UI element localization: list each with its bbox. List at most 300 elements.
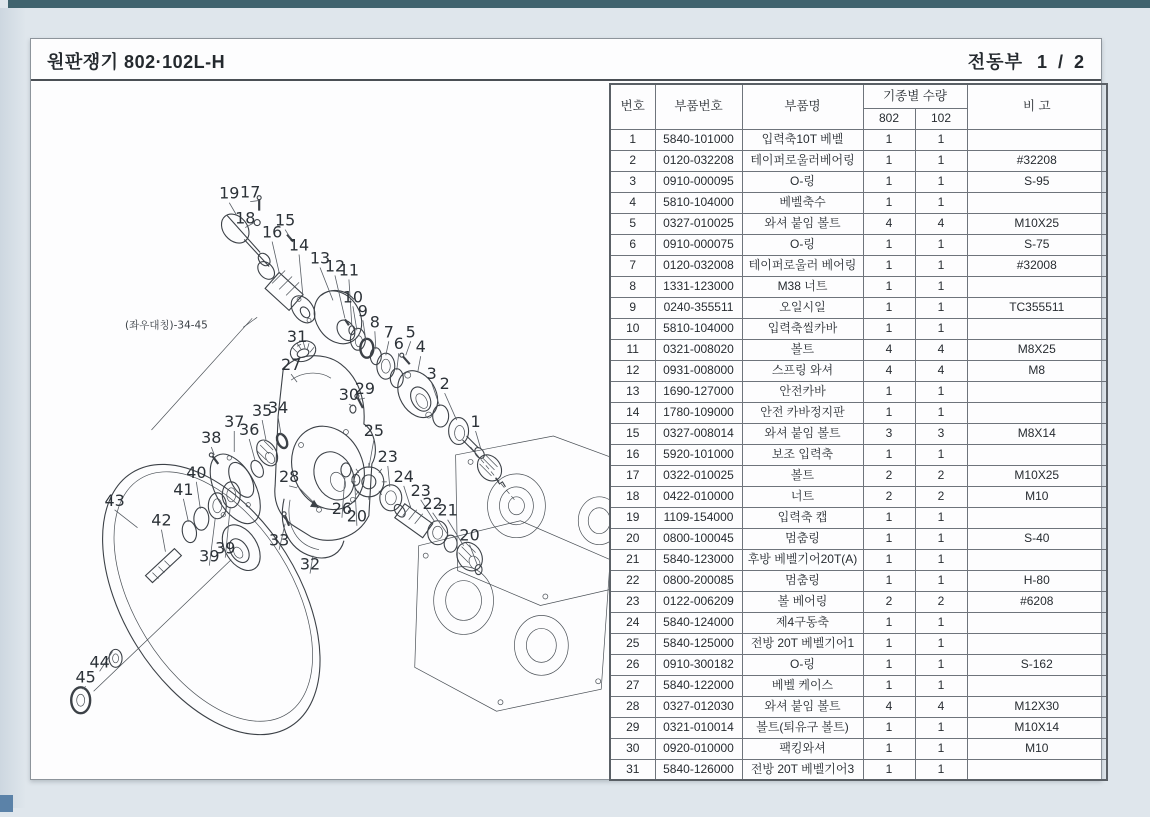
cell-qty-102: 1	[915, 612, 967, 633]
cell-part-number: 0920-010000	[655, 738, 742, 759]
cell-part-name: 볼트(퇴유구 볼트)	[742, 717, 863, 738]
cell-no: 19	[610, 507, 655, 528]
table-row	[610, 234, 1107, 255]
cell-no: 21	[610, 549, 655, 570]
cell-no: 25	[610, 633, 655, 654]
cell-part-number: 0327-008014	[655, 423, 742, 444]
cell-qty-102: 1	[915, 402, 967, 423]
callout-5: 5	[405, 322, 416, 342]
cell-qty-102: 1	[915, 150, 967, 171]
callout-39: 39	[215, 538, 236, 558]
callout-27: 27	[280, 355, 302, 375]
cell-remark	[967, 633, 1107, 654]
cell-qty-102: 4	[915, 339, 967, 360]
cell-part-number: 0120-032208	[655, 150, 742, 171]
table-row	[610, 549, 1107, 570]
callout-36: 36	[239, 419, 260, 439]
cell-part-number: 0910-300182	[655, 654, 742, 675]
cell-part-name: 안전카바	[742, 381, 863, 402]
callout-leader	[289, 486, 297, 488]
callout-leader	[375, 331, 376, 349]
cell-qty-802: 1	[863, 633, 915, 654]
cell-remark	[967, 675, 1107, 696]
table-row	[610, 129, 1107, 150]
callout-leader	[470, 545, 478, 566]
cell-part-name: 후방 베벨기어20T(A)	[742, 549, 863, 570]
cell-no: 29	[610, 717, 655, 738]
cell-remark	[967, 192, 1107, 213]
cell-remark: M8X25	[967, 339, 1107, 360]
cell-part-name: 와셔 붙임 볼트	[742, 213, 863, 234]
cell-qty-802: 1	[863, 570, 915, 591]
cell-part-number: 0327-012030	[655, 696, 742, 717]
callout-26: 26	[331, 498, 353, 518]
cell-qty-102: 1	[915, 255, 967, 276]
cell-qty-102: 1	[915, 528, 967, 549]
callout-23: 23	[410, 480, 431, 500]
cell-qty-102: 1	[915, 234, 967, 255]
cell-remark: TC355511	[967, 297, 1107, 318]
cell-remark: S-40	[967, 528, 1107, 549]
cell-part-name: 오일시일	[742, 297, 863, 318]
cell-no: 9	[610, 297, 655, 318]
cell-qty-102: 1	[915, 276, 967, 297]
cell-qty-102: 1	[915, 717, 967, 738]
scan-left-edge	[0, 8, 26, 808]
cell-qty-102: 2	[915, 486, 967, 507]
callout-12: 12	[324, 256, 346, 276]
table-row	[610, 192, 1107, 213]
callout-14: 14	[288, 235, 310, 255]
cell-qty-102: 1	[915, 507, 967, 528]
cell-qty-102: 1	[915, 171, 967, 192]
cell-qty-802: 4	[863, 339, 915, 360]
callout-leader	[432, 383, 440, 406]
cell-qty-802: 4	[863, 696, 915, 717]
cell-remark: S-75	[967, 234, 1107, 255]
cell-no: 10	[610, 318, 655, 339]
cell-no: 31	[610, 759, 655, 780]
cell-qty-802: 1	[863, 612, 915, 633]
cell-qty-802: 1	[863, 129, 915, 150]
cell-remark	[967, 276, 1107, 297]
cell-part-name: 와셔 붙임 볼트	[742, 423, 863, 444]
table-row	[610, 759, 1107, 780]
cell-part-name: 입력축씰카바	[742, 318, 863, 339]
scan-top-band	[8, 0, 1150, 8]
page-number: 1 / 2	[1036, 52, 1087, 72]
parts-table	[609, 83, 1108, 781]
cell-part-name: 베벨축수	[742, 192, 863, 213]
cell-qty-802: 1	[863, 381, 915, 402]
callout-41: 41	[173, 479, 194, 499]
cell-part-name: 입력축10T 베벨	[742, 129, 863, 150]
cell-remark: M8X14	[967, 423, 1107, 444]
cell-no: 12	[610, 360, 655, 381]
cell-part-number: 5840-126000	[655, 759, 742, 780]
callout-16: 16	[261, 222, 283, 242]
cell-qty-802: 1	[863, 402, 915, 423]
cell-remark	[967, 759, 1107, 780]
cell-qty-802: 1	[863, 507, 915, 528]
callout-leader	[397, 353, 399, 370]
cell-part-number: 1780-109000	[655, 402, 742, 423]
callout-leader	[291, 374, 297, 382]
callout-33: 33	[268, 530, 290, 550]
callout-9: 9	[357, 301, 368, 321]
cell-qty-102: 1	[915, 738, 967, 759]
cell-qty-102: 1	[915, 297, 967, 318]
exploded-diagram	[31, 81, 609, 781]
cell-qty-102: 2	[915, 591, 967, 612]
cell-qty-102: 1	[915, 675, 967, 696]
cell-part-name: 멈춤링	[742, 570, 863, 591]
cell-qty-102: 4	[915, 360, 967, 381]
cell-qty-802: 3	[863, 423, 915, 444]
callout-leader	[262, 420, 266, 441]
cell-no: 7	[610, 255, 655, 276]
callout-8: 8	[369, 312, 380, 332]
cell-remark: M10	[967, 738, 1107, 759]
cell-qty-802: 4	[863, 360, 915, 381]
cell-part-number: 5840-125000	[655, 633, 742, 654]
cell-no: 27	[610, 675, 655, 696]
col-header-qty-group: 기종별 수량	[863, 84, 967, 108]
cell-no: 11	[610, 339, 655, 360]
cell-remark: M8	[967, 360, 1107, 381]
cell-remark: S-162	[967, 654, 1107, 675]
cell-no: 14	[610, 402, 655, 423]
callout-29: 29	[354, 379, 376, 399]
cell-part-name: 테이퍼로울러베어링	[742, 150, 863, 171]
cell-qty-802: 1	[863, 675, 915, 696]
cell-no: 13	[610, 381, 655, 402]
cell-part-name: 전방 20T 베벨기어3	[742, 759, 863, 780]
cell-qty-802: 1	[863, 549, 915, 570]
table-row	[610, 654, 1107, 675]
cell-part-name: M38 너트	[742, 276, 863, 297]
cell-qty-802: 2	[863, 591, 915, 612]
col-header-802: 802	[863, 108, 915, 129]
table-row	[610, 381, 1107, 402]
cell-qty-802: 4	[863, 213, 915, 234]
cell-part-name: 볼트	[742, 465, 863, 486]
cell-part-number: 0322-010025	[655, 465, 742, 486]
table-row	[610, 171, 1107, 192]
disc-assembly	[58, 426, 368, 773]
cell-qty-802: 1	[863, 192, 915, 213]
callout-32: 32	[299, 554, 321, 574]
cell-qty-802: 1	[863, 717, 915, 738]
callout-leader	[278, 417, 281, 435]
callout-21: 21	[437, 500, 458, 520]
callout-39: 39	[199, 546, 220, 566]
table-row	[610, 255, 1107, 276]
cell-remark: S-95	[967, 171, 1107, 192]
table-row	[610, 444, 1107, 465]
table-row	[610, 612, 1107, 633]
callout-42: 42	[151, 510, 172, 530]
cell-no: 1	[610, 129, 655, 150]
cell-part-name: O-링	[742, 654, 863, 675]
cell-part-number: 5810-104000	[655, 318, 742, 339]
cell-no: 6	[610, 234, 655, 255]
table-row	[610, 213, 1107, 234]
cell-remark	[967, 549, 1107, 570]
callout-4: 4	[415, 337, 426, 357]
cell-part-number: 0800-100045	[655, 528, 742, 549]
callout-1: 1	[470, 412, 481, 432]
callout-28: 28	[278, 466, 300, 486]
cell-qty-802: 1	[863, 276, 915, 297]
table-row	[610, 738, 1107, 759]
callout-38: 38	[201, 427, 222, 447]
cell-remark: #32008	[967, 255, 1107, 276]
col-header-no: 번호	[610, 84, 655, 129]
callout-leader	[161, 530, 165, 552]
callout-22: 22	[422, 493, 443, 513]
table-row	[610, 696, 1107, 717]
callout-13: 13	[309, 248, 331, 268]
callout-leader	[196, 482, 200, 509]
table-row	[610, 402, 1107, 423]
cell-qty-802: 1	[863, 528, 915, 549]
document-page	[30, 38, 1102, 780]
cell-part-name: 안전 카바정지판	[742, 402, 863, 423]
cell-no: 18	[610, 486, 655, 507]
cell-part-number: 5840-101000	[655, 129, 742, 150]
callout-23: 23	[377, 446, 398, 466]
cell-part-number: 1331-123000	[655, 276, 742, 297]
callout-leader	[249, 439, 255, 461]
callout-40: 40	[186, 462, 207, 482]
cell-part-number: 1109-154000	[655, 507, 742, 528]
cell-remark	[967, 402, 1107, 423]
callout-10: 10	[342, 287, 364, 307]
cell-part-number: 0240-355511	[655, 297, 742, 318]
cell-qty-802: 1	[863, 318, 915, 339]
cell-no: 5	[610, 213, 655, 234]
cell-part-number: 0122-006209	[655, 591, 742, 612]
callout-43: 43	[104, 490, 125, 510]
callout-20: 20	[346, 506, 368, 526]
cell-remark	[967, 381, 1107, 402]
cell-no: 3	[610, 171, 655, 192]
page-title: 원판쟁기 802·102L-H	[47, 52, 226, 72]
cell-remark	[967, 129, 1107, 150]
table-row	[610, 717, 1107, 738]
table-row	[610, 675, 1107, 696]
callout-leader	[360, 398, 365, 399]
callout-44: 44	[89, 652, 110, 672]
cell-no: 8	[610, 276, 655, 297]
callout-34: 34	[267, 398, 289, 418]
col-header-part-number: 부품번호	[655, 84, 742, 129]
cell-qty-802: 2	[863, 465, 915, 486]
callout-15: 15	[274, 210, 296, 230]
cell-no: 15	[610, 423, 655, 444]
cell-part-number: 5840-124000	[655, 612, 742, 633]
callout-17: 17	[240, 182, 261, 202]
section-label: 전동부	[967, 52, 1023, 72]
cell-part-name: 입력축 캡	[742, 507, 863, 528]
cell-no: 24	[610, 612, 655, 633]
cell-no: 22	[610, 570, 655, 591]
callout-3: 3	[426, 364, 437, 384]
callout-leader	[388, 466, 390, 487]
col-header-part-name: 부품명	[742, 84, 863, 129]
cell-remark	[967, 318, 1107, 339]
cell-no: 23	[610, 591, 655, 612]
cell-qty-102: 1	[915, 570, 967, 591]
callout-18: 18	[235, 208, 256, 228]
cell-remark	[967, 507, 1107, 528]
callout-leader	[183, 499, 188, 522]
cell-part-name: 보조 입력축	[742, 444, 863, 465]
col-header-remarks: 비 고	[967, 84, 1107, 129]
table-row	[610, 528, 1107, 549]
cell-qty-102: 4	[915, 696, 967, 717]
cell-part-name: 너트	[742, 486, 863, 507]
callout-leader	[406, 341, 411, 355]
cell-remark: H-80	[967, 570, 1107, 591]
cell-qty-102: 1	[915, 129, 967, 150]
cell-qty-102: 1	[915, 318, 967, 339]
cell-no: 17	[610, 465, 655, 486]
callout-leader	[418, 356, 421, 372]
cell-part-name: 볼 베어링	[742, 591, 863, 612]
cell-qty-802: 1	[863, 171, 915, 192]
cell-remark: M10	[967, 486, 1107, 507]
title-bar	[31, 39, 1101, 81]
cell-part-name: 스프링 와셔	[742, 360, 863, 381]
cell-qty-102: 2	[915, 465, 967, 486]
callout-2: 2	[439, 374, 450, 394]
cell-part-number: 0120-032008	[655, 255, 742, 276]
callout-45: 45	[75, 667, 96, 687]
table-row	[610, 570, 1107, 591]
cell-qty-102: 1	[915, 381, 967, 402]
cell-part-number: 0321-010014	[655, 717, 742, 738]
callout-19: 19	[219, 183, 240, 203]
table-row	[610, 150, 1107, 171]
cell-qty-802: 2	[863, 486, 915, 507]
cell-qty-102: 1	[915, 654, 967, 675]
cell-no: 20	[610, 528, 655, 549]
col-header-102: 102	[915, 108, 967, 129]
cell-qty-802: 1	[863, 738, 915, 759]
cell-qty-802: 1	[863, 255, 915, 276]
table-row	[610, 486, 1107, 507]
cell-part-name: 멈춤링	[742, 528, 863, 549]
cell-part-name: 테이퍼로울러 베어링	[742, 255, 863, 276]
table-row	[610, 633, 1107, 654]
cell-part-number: 0910-000095	[655, 171, 742, 192]
cell-qty-102: 1	[915, 633, 967, 654]
cell-qty-102: 1	[915, 759, 967, 780]
callout-24: 24	[393, 466, 414, 486]
callout-37: 37	[224, 412, 245, 432]
cell-remark	[967, 612, 1107, 633]
cell-qty-102: 1	[915, 192, 967, 213]
cell-qty-802: 1	[863, 234, 915, 255]
cell-qty-802: 1	[863, 654, 915, 675]
annotation-text: (좌우대칭)-34-45	[125, 319, 208, 332]
cell-no: 16	[610, 444, 655, 465]
cell-part-number: 5840-122000	[655, 675, 742, 696]
cell-part-name: 팩킹와셔	[742, 738, 863, 759]
cell-no: 30	[610, 738, 655, 759]
cell-part-number: 5810-104000	[655, 192, 742, 213]
cell-part-name: 베벨 케이스	[742, 675, 863, 696]
cell-qty-802: 1	[863, 150, 915, 171]
table-row	[610, 297, 1107, 318]
cell-part-number: 0910-000075	[655, 234, 742, 255]
cell-part-name: 제4구동축	[742, 612, 863, 633]
table-row	[610, 360, 1107, 381]
table-row	[610, 507, 1107, 528]
cell-part-number: 5840-123000	[655, 549, 742, 570]
cell-remark: #32208	[967, 150, 1107, 171]
callout-7: 7	[383, 322, 394, 342]
callout-20: 20	[459, 525, 480, 545]
cell-part-number: 0931-008000	[655, 360, 742, 381]
callout-31: 31	[286, 327, 308, 347]
cell-part-number: 0327-010025	[655, 213, 742, 234]
table-row	[610, 318, 1107, 339]
table-row	[610, 465, 1107, 486]
table-row	[610, 423, 1107, 444]
cell-qty-102: 4	[915, 213, 967, 234]
callout-25: 25	[363, 420, 384, 440]
cell-remark: M10X25	[967, 465, 1107, 486]
cell-part-number: 0321-008020	[655, 339, 742, 360]
table-row	[610, 276, 1107, 297]
callout-leader	[445, 393, 457, 420]
input-shaft-assembly	[216, 196, 507, 487]
cell-no: 26	[610, 654, 655, 675]
callout-6: 6	[393, 334, 404, 354]
cell-no: 2	[610, 150, 655, 171]
cell-qty-802: 1	[863, 759, 915, 780]
cell-qty-102: 3	[915, 423, 967, 444]
cell-part-number: 5920-101000	[655, 444, 742, 465]
cell-no: 28	[610, 696, 655, 717]
cell-remark: #6208	[967, 591, 1107, 612]
cell-part-name: O-링	[742, 171, 863, 192]
cell-part-number: 0422-010000	[655, 486, 742, 507]
table-row	[610, 339, 1107, 360]
cell-qty-802: 1	[863, 297, 915, 318]
cell-part-number: 0800-200085	[655, 570, 742, 591]
cell-remark: M12X30	[967, 696, 1107, 717]
cell-qty-102: 1	[915, 444, 967, 465]
cell-remark: M10X25	[967, 213, 1107, 234]
cell-remark	[967, 444, 1107, 465]
section-header	[968, 48, 1087, 74]
callout-leader	[363, 320, 366, 340]
scan-corner-mark	[0, 795, 13, 812]
callout-11: 11	[338, 260, 360, 280]
cell-part-name: 와셔 붙임 볼트	[742, 696, 863, 717]
callout-35: 35	[252, 401, 273, 421]
cell-remark: M10X14	[967, 717, 1107, 738]
cell-part-number: 1690-127000	[655, 381, 742, 402]
cell-qty-102: 1	[915, 549, 967, 570]
cell-part-name: O-링	[742, 234, 863, 255]
cell-part-name: 볼트	[742, 339, 863, 360]
callout-leader	[115, 510, 138, 528]
